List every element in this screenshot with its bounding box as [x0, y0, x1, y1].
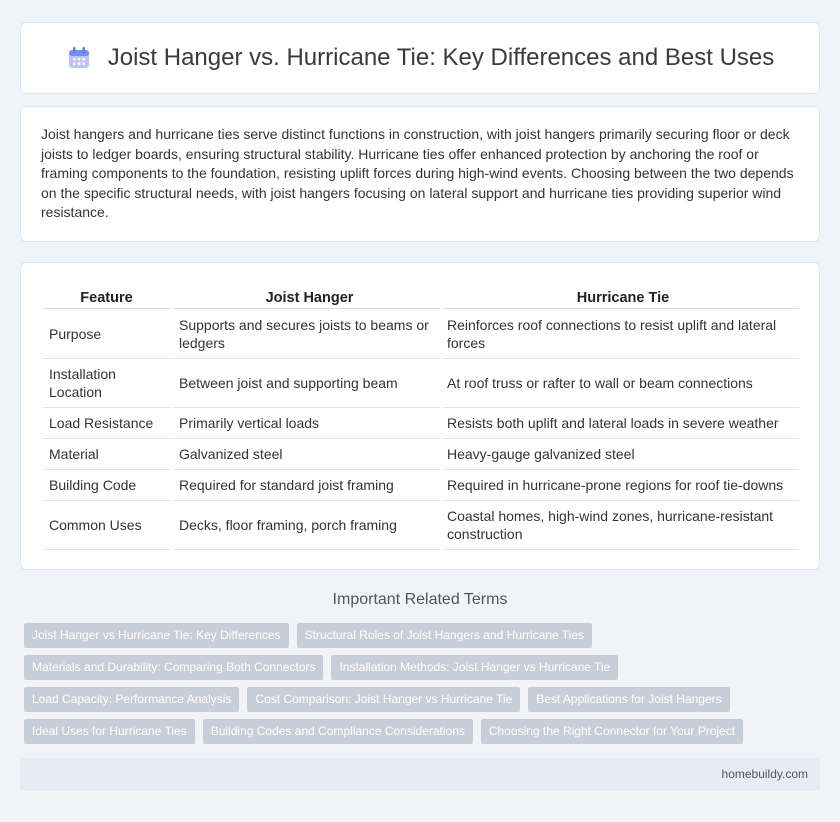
related-tag[interactable]: Choosing the Right Connector for Your Project [481, 719, 743, 744]
cell-hurricane-tie: Reinforces roof connections to resist uplift and lateral forces [443, 309, 799, 359]
cell-joist-hanger: Galvanized steel [173, 439, 440, 470]
related-tags-row [24, 623, 592, 648]
cell-joist-hanger: Supports and secures joists to beams or ledgers [173, 309, 440, 359]
title-card [20, 22, 820, 94]
cell-feature: Load Resistance [43, 408, 170, 439]
related-tag[interactable]: Installation Methods: Joist Hanger vs Hurricane Tie [331, 655, 618, 680]
cell-feature: Installation Location [43, 359, 170, 408]
related-tag[interactable]: Structural Roles of Joist Hangers and Hurricane Ties [297, 623, 592, 648]
related-tag[interactable]: Load Capacity: Performance Analysis [24, 687, 239, 712]
cell-feature: Building Code [43, 470, 170, 501]
footer [20, 758, 820, 791]
calendar-icon [66, 45, 92, 71]
footer-site-link[interactable]: homebuildy.com [721, 767, 808, 781]
cell-joist-hanger: Primarily vertical loads [173, 408, 440, 439]
table-row [43, 408, 799, 439]
table-row [43, 309, 799, 359]
cell-joist-hanger: Decks, floor framing, porch framing [173, 501, 440, 550]
related-tag[interactable]: Best Applications for Joist Hangers [528, 687, 729, 712]
table-row [43, 359, 799, 408]
header-joist-hanger: Joist Hanger [173, 283, 440, 309]
cell-feature: Common Uses [43, 501, 170, 550]
related-tags-row [24, 719, 743, 744]
table-row [43, 501, 799, 550]
related-tags-row [24, 655, 618, 680]
comparison-table [43, 283, 799, 550]
intro-card [20, 106, 820, 242]
intro-text: Joist hangers and hurricane ties serve distinct functions in construction, with joist hangers primarily securing floor or deck joists to ledger boards, ensuring structural stability. Hurricane ties offer enhanced protection by anchoring the roof or framing components to the foundation, resisting uplift forces during high-wind events. Choosing between the two depends on the specific structural needs, with joist hangers focusing on lateral support and hurricane ties providing superior wind resistance. [41, 126, 794, 220]
cell-hurricane-tie: At roof truss or rafter to wall or beam connections [443, 359, 799, 408]
cell-joist-hanger: Between joist and supporting beam [173, 359, 440, 408]
table-header-row [43, 283, 799, 309]
cell-hurricane-tie: Heavy-gauge galvanized steel [443, 439, 799, 470]
table-row [43, 470, 799, 501]
page-title: Joist Hanger vs. Hurricane Tie: Key Differences and Best Uses [107, 44, 775, 71]
related-tag[interactable]: Cost Comparison: Joist Hanger vs Hurricane Tie [247, 687, 520, 712]
cell-feature: Material [43, 439, 170, 470]
comparison-table-card [20, 262, 820, 570]
related-tags-row [24, 687, 730, 712]
cell-hurricane-tie: Resists both uplift and lateral loads in severe weather [443, 408, 799, 439]
table-row [43, 439, 799, 470]
header-feature: Feature [43, 283, 170, 309]
related-terms-heading: Important Related Terms [332, 591, 508, 608]
cell-feature: Purpose [43, 309, 170, 359]
cell-joist-hanger: Required for standard joist framing [173, 470, 440, 501]
related-tag[interactable]: Ideal Uses for Hurricane Ties [24, 719, 195, 744]
header-hurricane-tie: Hurricane Tie [443, 283, 799, 309]
cell-hurricane-tie: Required in hurricane-prone regions for roof tie-downs [443, 470, 799, 501]
related-tag[interactable]: Joist Hanger vs Hurricane Tie: Key Differences [24, 623, 289, 648]
cell-hurricane-tie: Coastal homes, high-wind zones, hurricane-resistant construction [443, 501, 799, 550]
related-tag[interactable]: Building Codes and Compliance Considerations [203, 719, 473, 744]
related-tag[interactable]: Materials and Durability: Comparing Both Connectors [24, 655, 323, 680]
